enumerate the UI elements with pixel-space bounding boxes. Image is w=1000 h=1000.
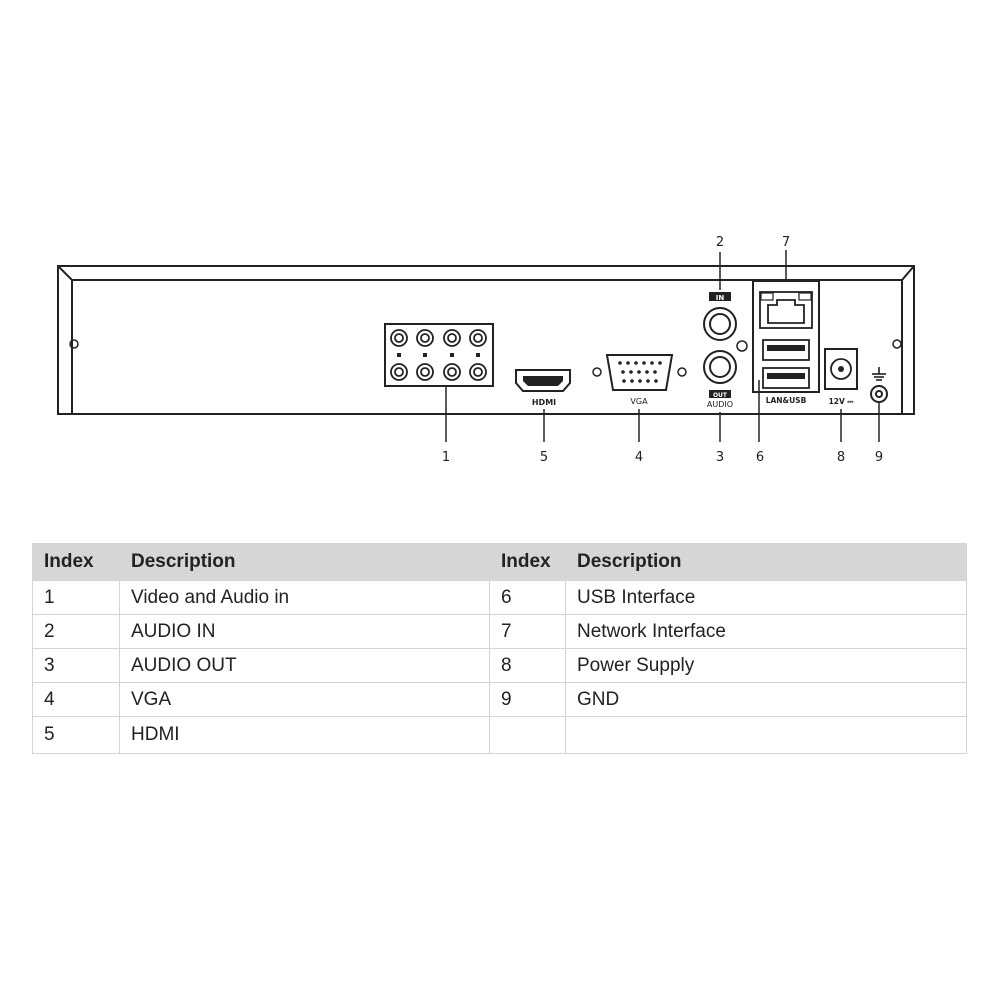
table-cell [566, 717, 967, 754]
header-description-right: Description [566, 544, 967, 581]
table-row [33, 615, 967, 649]
table-row [33, 683, 967, 717]
table-cell: Video and Audio in [120, 581, 490, 615]
vga-port [593, 355, 686, 390]
ethernet-port [760, 292, 812, 328]
table-row [33, 649, 967, 683]
bnc-input-block [385, 324, 493, 386]
ground-icon [872, 367, 886, 380]
header-index-left: Index [33, 544, 120, 581]
table-header-row [33, 544, 967, 581]
audio-screw [737, 341, 747, 351]
audio-in-port [704, 308, 736, 340]
table-cell: Power Supply [566, 649, 967, 683]
audio-in-label: IN [715, 294, 725, 302]
vga-label: VGA [630, 397, 648, 406]
table-cell: VGA [120, 683, 490, 717]
table-cell: AUDIO OUT [120, 649, 490, 683]
rear-panel-diagram [0, 0, 1000, 480]
callout-4: 4 [634, 450, 644, 465]
table-cell: GND [566, 683, 967, 717]
table-row [33, 717, 967, 754]
callout-9: 9 [874, 450, 884, 465]
table-cell: 5 [33, 717, 120, 754]
lan-usb-label: LAN&USB [765, 396, 807, 405]
table-cell: 4 [33, 683, 120, 717]
header-index-right: Index [490, 544, 566, 581]
table-cell: 6 [490, 581, 566, 615]
table-row [33, 581, 967, 615]
lan-usb-block [753, 281, 819, 392]
power-label: 12V ⎓ [828, 397, 854, 406]
power-jack [825, 349, 857, 389]
table-cell: 8 [490, 649, 566, 683]
interface-description-table [32, 543, 967, 754]
callout-2: 2 [715, 235, 725, 250]
callout-3: 3 [715, 450, 725, 465]
table-cell: 2 [33, 615, 120, 649]
callout-5: 5 [539, 450, 549, 465]
table-cell: HDMI [120, 717, 490, 754]
table-cell [490, 717, 566, 754]
hdmi-port [516, 370, 570, 391]
usb-port-top [763, 340, 809, 360]
table-cell: 7 [490, 615, 566, 649]
header-description-left: Description [120, 544, 490, 581]
callout-1: 1 [441, 450, 451, 465]
callout-6: 6 [755, 450, 765, 465]
usb-port-bottom [763, 368, 809, 388]
table-cell: Network Interface [566, 615, 967, 649]
callout-7: 7 [781, 235, 791, 250]
callout-8: 8 [836, 450, 846, 465]
table-cell: AUDIO IN [120, 615, 490, 649]
table-cell: 9 [490, 683, 566, 717]
mount-hole-right [893, 340, 901, 348]
table-cell: USB Interface [566, 581, 967, 615]
audio-out-port [704, 351, 736, 383]
hdmi-label: HDMI [531, 398, 557, 407]
table-cell: 3 [33, 649, 120, 683]
audio-label: AUDIO [706, 400, 734, 409]
table-cell: 1 [33, 581, 120, 615]
audio-out-label: OUT [712, 392, 728, 399]
ground-terminal [871, 386, 887, 402]
